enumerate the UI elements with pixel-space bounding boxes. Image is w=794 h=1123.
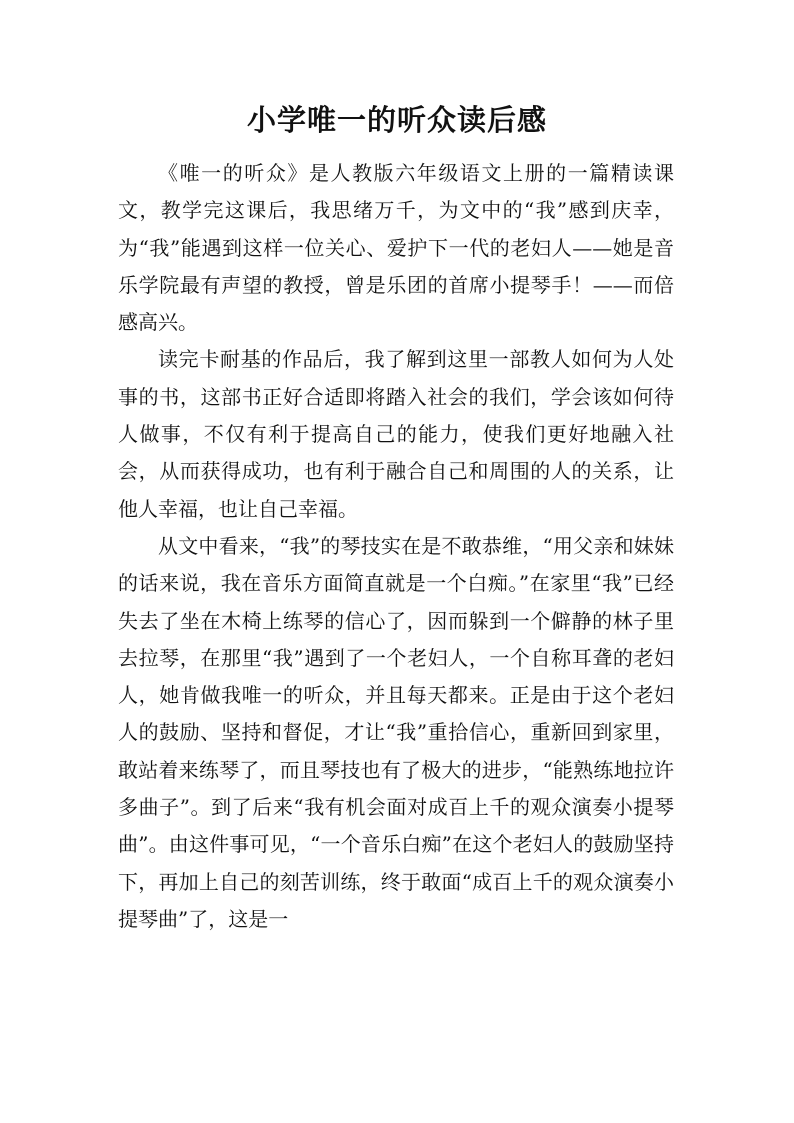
document-title: 小学唯一的听众读后感: [246, 103, 547, 137]
paragraph-1: 《唯一的听众》是人教版六年级语文上册的一篇精读课文，教学完这课后，我思绪万千，为文中的“我”感到庆幸，为“我”能遇到这样一位关心、爱护下一代的老妇人——她是音乐学院最有声望的教授，曾是乐团的首席小提琴手！——而倍感高兴。: [118, 161, 674, 335]
paragraph-3: 从文中看来，“我”的琴技实在是不敢恭维，“用父亲和妹妹的话来说，我在音乐方面简直就是一个白痴。”在家里“我”已经失去了坐在木椅上练琴的信心了，因而躲到一个僻静的林子里去拉琴，在那里“我”遇到了一个老妇人，一个自称耳聋的老妇人，她肯做我唯一的听众，并且每天都来。正是由于这个老妇人的鼓励、坚持和督促，才让“我”重拾信心，重新回到家里，敢站着来练琴了，而且琴技也有了极大的进步，“能熟练地拉许多曲子”。到了后来“我有机会面对成百上千的观众演奏小提琴曲”。由这件事可见，“一个音乐白痴”在这个老妇人的鼓励坚持下，再加上自己的刻苦训练，终于敢面“成百上千的观众演奏小提琴曲”了，这是一: [118, 533, 674, 931]
document-body: [118, 155, 674, 938]
paragraph-2: 读完卡耐基的作品后，我了解到这里一部教人如何为人处事的书，这部书正好合适即将踏入社会的我们，学会该如何待人做事，不仅有利于提高自己的能力，使我们更好地融入社会，从而获得成功，也有利于融合自己和周围的人的关系，让他人幸福，也让自己幸福。: [118, 347, 674, 521]
